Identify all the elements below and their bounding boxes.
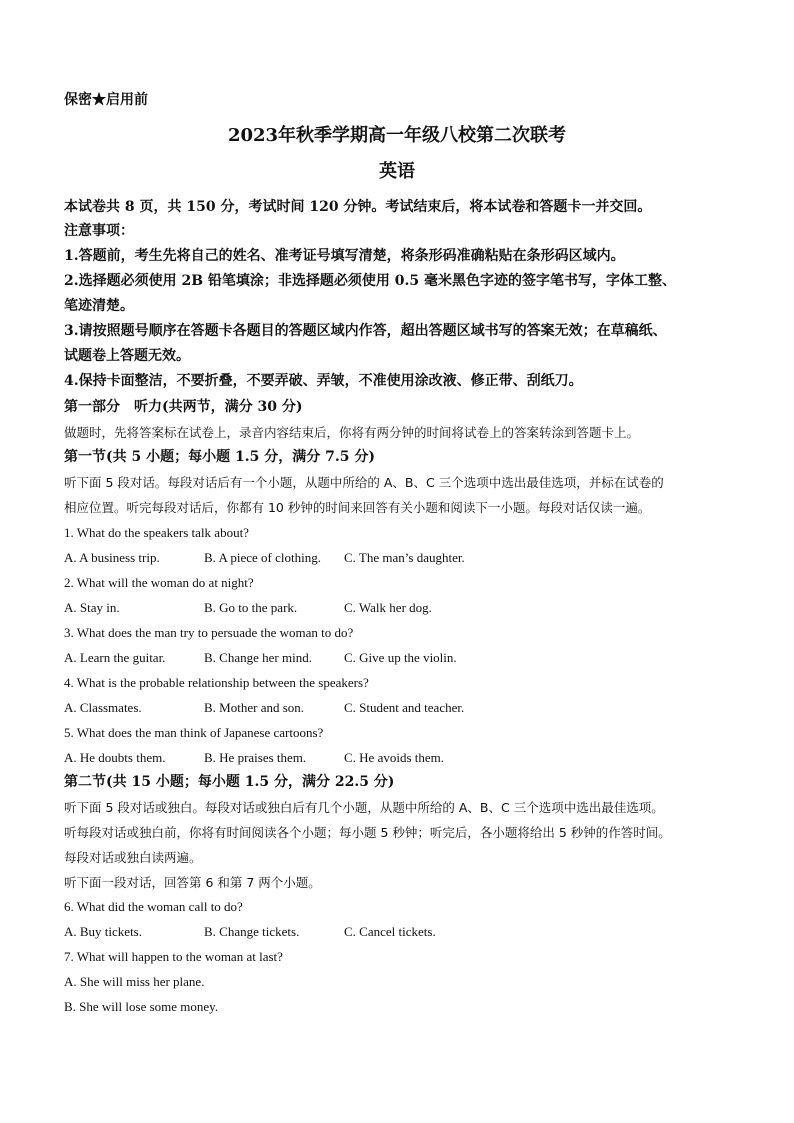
question-6: 6. What did the woman call to do? (64, 899, 243, 914)
q5-option-a: A. He doubts them. (64, 750, 166, 765)
question-1: 1. What do the speakers talk about? (64, 525, 249, 540)
note-item-2-line-1: 2.选择题必须使用 2B 铅笔填涂；非选择题必须使用 0.5 毫米黑色字迹的签字笔书写，字体工整、 (64, 273, 677, 289)
q5-option-b: B. He praises them. (204, 750, 307, 765)
exam-intro: 本试卷共 8 页，共 150 分，考试时间 120 分钟。考试结束后，将本试卷和答题卡一并交回。 (64, 199, 652, 215)
q4-option-a: A. Classmates. (64, 700, 142, 715)
section1-instruction-line-1: 听下面 5 段对话。每段对话后有一个小题，从题中所给的 A、B、C 三个选项中选出最佳选项，并标在试卷的 (64, 475, 664, 490)
question-4: 4. What is the probable relationship between the speakers? (64, 675, 369, 690)
section2-instruction-line-3: 每段对话或独白读两遍。 (64, 850, 202, 865)
q4-option-c: C. Student and teacher. (344, 700, 465, 715)
q2-option-b: B. Go to the park. (204, 600, 298, 615)
q6-option-a: A. Buy tickets. (64, 924, 142, 939)
section2-instruction-line-2: 听每段对话或独白前，你将有时间阅读各个小题；每小题 5 秒钟；听完后，各小题将给出 5 秒钟的作答时间。 (64, 825, 671, 840)
q6-option-c: C. Cancel tickets. (344, 924, 436, 939)
q2-option-a: A. Stay in. (64, 600, 120, 615)
confidential-label: 保密★启用前 (64, 92, 148, 108)
exam-title: 2023年秋季学期高一年级八校第二次联考 (227, 125, 567, 146)
q3-option-c: C. Give up the violin. (344, 650, 457, 665)
note-item-3-line-2: 试题卷上答题无效。 (64, 348, 190, 364)
note-item-2-line-2: 笔迹清楚。 (64, 298, 134, 314)
note-item-3-line-1: 3.请按照题号顺序在答题卡各题目的答题区域内作答，超出答题区域书写的答案无效；在草稿纸、 (64, 323, 667, 339)
q1-option-b: B. A piece of clothing. (204, 550, 321, 565)
question-5: 5. What does the man think of Japanese cartoons? (64, 725, 324, 740)
part1-instruction: 做题时，先将答案标在试卷上，录音内容结束后，你将有两分钟的时间将试卷上的答案转涂到答题卡上。 (64, 425, 640, 440)
section1-instruction-line-2: 相应位置。听完每段对话后，你都有 10 秒钟的时间来回答有关小题和阅读下一小题。每段对话仅读一遍。 (64, 500, 651, 515)
q4-option-b: B. Mother and son. (204, 700, 305, 715)
q3-option-b: B. Change her mind. (204, 650, 312, 665)
q6-option-b: B. Change tickets. (204, 924, 300, 939)
q5-option-c: C. He avoids them. (344, 750, 445, 765)
q2-option-c: C. Walk her dog. (344, 600, 432, 615)
section1-title: 第一节(共 5 小题；每小题 1.5 分，满分 7.5 分) (64, 449, 375, 465)
notes-heading: 注意事项： (64, 223, 134, 239)
question-2: 2. What will the woman do at night? (64, 575, 254, 590)
section2-instruction-line-1: 听下面 5 段对话或独白。每段对话或独白后有几个小题，从题中所给的 A、B、C 三个选项中选出最佳选项。 (64, 800, 664, 815)
note-item-4: 4.保持卡面整洁，不要折叠，不要弄破、弄皱，不准使用涂改液、修正带、刮纸刀。 (64, 373, 583, 389)
dialogue-lead: 听下面一段对话，回答第 6 和第 7 两个小题。 (64, 875, 321, 890)
section2-title: 第二节(共 15 小题；每小题 1.5 分，满分 22.5 分) (64, 774, 395, 790)
question-3: 3. What does the man try to persuade the woman to do? (64, 625, 354, 640)
subject-title: 英语 (379, 161, 415, 182)
q7-option-a: A. She will miss her plane. (64, 974, 205, 989)
question-7: 7. What will happen to the woman at last? (64, 949, 283, 964)
part1-title: 第一部分 听力(共两节，满分 30 分) (64, 399, 303, 415)
q3-option-a: A. Learn the guitar. (64, 650, 166, 665)
q1-option-a: A. A business trip. (64, 550, 160, 565)
q1-option-c: C. The man’s daughter. (344, 550, 465, 565)
q7-option-b: B. She will lose some money. (64, 999, 219, 1014)
note-item-1: 1.答题前，考生先将自己的姓名、准考证号填写清楚，将条形码准确粘贴在条形码区域内。 (64, 248, 625, 264)
